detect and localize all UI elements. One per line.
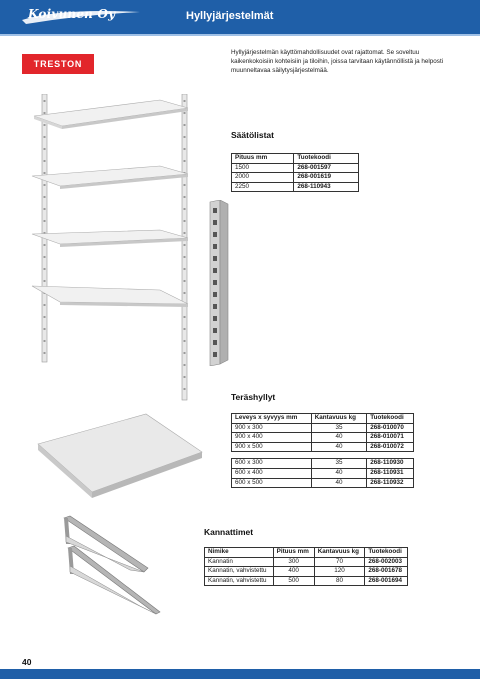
product-code: 268-002003	[365, 557, 408, 567]
column-header: Nimike	[205, 548, 274, 558]
product-code: 268-110931	[367, 468, 414, 478]
column-header: Pituus mm	[232, 154, 294, 164]
table-cell: 40	[311, 468, 367, 478]
table-row	[205, 576, 408, 586]
table-kannattimet	[204, 547, 408, 586]
product-code: 268-110943	[294, 182, 359, 192]
product-code: 268-110930	[367, 459, 414, 469]
product-code: 268-001619	[294, 173, 359, 183]
table-row	[232, 468, 414, 478]
table-cell: Kannatin, vahvistettu	[205, 567, 274, 577]
table-cell: 40	[311, 433, 367, 443]
product-code: 268-001678	[365, 567, 408, 577]
table-cell: 35	[311, 423, 367, 433]
column-header: Tuotekoodi	[365, 548, 408, 558]
intro-text: Hyllyjärjestelmän käyttömahdollisuudet ovat rajattomat. Se soveltuu kaikenkokoisiin kohteisiin ja tiloihin, joissa tarvitaan käytännöllistä ja helposti muunneltavaa säilytysjärjestelmää.	[231, 49, 444, 74]
table-cell: 35	[311, 459, 367, 469]
column-header: Tuotekoodi	[367, 414, 414, 424]
table-cell: 40	[311, 478, 367, 488]
table-row	[232, 173, 359, 183]
table-cell: 600 x 500	[232, 478, 312, 488]
table-row	[205, 557, 408, 567]
section-title-kannattimet: Kannattimet	[204, 527, 254, 537]
bracket-image	[60, 514, 166, 616]
column-header: Tuotekoodi	[294, 154, 359, 164]
table-terashyllyt	[231, 413, 414, 488]
product-code: 268-010071	[367, 433, 414, 443]
shelving-unit-image	[28, 94, 198, 406]
product-code: 268-110932	[367, 478, 414, 488]
product-code: 268-001597	[294, 163, 359, 173]
table-cell: 600 x 400	[232, 468, 312, 478]
table-row	[232, 423, 414, 433]
table-cell: 900 x 500	[232, 442, 312, 452]
table-cell: 120	[314, 567, 365, 577]
table-cell: 600 x 300	[232, 459, 312, 469]
upright-rail-image	[204, 200, 234, 366]
table-cell: 80	[314, 576, 365, 586]
table-saatolistat	[231, 153, 359, 192]
table-header-row	[205, 548, 408, 558]
column-header: Kantavuus kg	[314, 548, 365, 558]
table-cell: Kannatin, vahvistettu	[205, 576, 274, 586]
table-cell: 500	[273, 576, 314, 586]
table-row	[232, 442, 414, 452]
section-title-terashyllyt: Teräshyllyt	[231, 392, 276, 402]
header-divider	[0, 34, 480, 36]
table-cell: 2000	[232, 173, 294, 183]
table-cell: 900 x 300	[232, 423, 312, 433]
section-title-saatolistat: Säätölistat	[231, 130, 274, 140]
product-code: 268-001694	[365, 576, 408, 586]
steel-shelf-image	[30, 410, 206, 504]
product-code: 268-010072	[367, 442, 414, 452]
table-row	[232, 163, 359, 173]
table-row	[232, 182, 359, 192]
logo-text: Koivunen Oy	[28, 7, 116, 21]
brand-logo: TRESTON	[22, 54, 94, 74]
table-row	[232, 433, 414, 443]
page-number: 40	[22, 657, 32, 667]
table-row	[232, 459, 414, 469]
table-header-row	[232, 414, 414, 424]
column-header: Leveys x syvyys mm	[232, 414, 312, 424]
table-cell: 1500	[232, 163, 294, 173]
table-cell: 70	[314, 557, 365, 567]
column-header: Pituus mm	[273, 548, 314, 558]
table-spacer	[232, 452, 414, 459]
table-cell: 40	[311, 442, 367, 452]
product-code: 268-010070	[367, 423, 414, 433]
header-bar	[0, 0, 480, 34]
table-cell: 300	[273, 557, 314, 567]
table-row	[205, 567, 408, 577]
table-row	[232, 478, 414, 488]
table-header-row	[232, 154, 359, 164]
page-title: Hyllyjärjestelmät	[186, 10, 274, 22]
table-cell: 2250	[232, 182, 294, 192]
table-cell: 900 x 400	[232, 433, 312, 443]
table-cell: 400	[273, 567, 314, 577]
column-header: Kantavuus kg	[311, 414, 367, 424]
footer-bar	[0, 669, 480, 679]
table-cell: Kannatin	[205, 557, 274, 567]
